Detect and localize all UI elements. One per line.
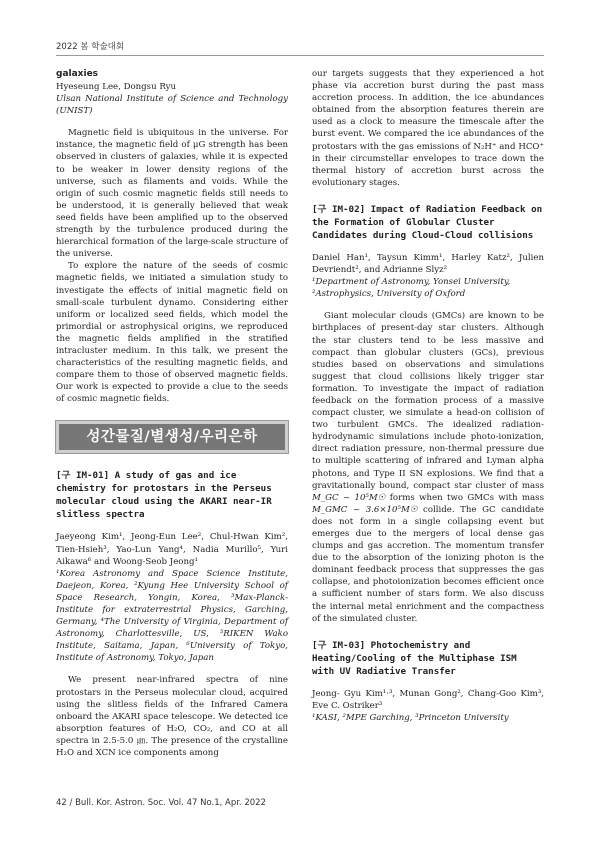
- im03-affiliation: ¹KASI, ²MPE Garching, ³Princeton University: [312, 712, 509, 723]
- im02-affiliation-1: ¹Department of Astronomy, Yonsei University,: [312, 277, 511, 288]
- im02-math-mgc: M_GC ~ 10⁵M☉: [312, 492, 386, 503]
- prev-authors: Hyeseung Lee, Dongsu Ryu: [56, 82, 177, 92]
- im02-text-b: forms when two GMCs with mass: [385, 492, 544, 503]
- header-rule: [56, 55, 544, 56]
- page-footer: 42 / Bull. Kor. Astron. Soc. Vol. 47 No.1, Apr. 2022: [56, 798, 266, 808]
- left-column: [56, 68, 288, 759]
- im01-affiliations: ¹Korea Astronomy and Space Science Institute, Daejeon, Korea, ²Kyung Hee University School of Space Research, Yongin, Korea, ³Max-Planck-Institute for extraterrestrial Physics, Garching, Germany, ⁴The University of Virginia, Department of Astronomy, Charlottesville, US, ⁵RIKEN Wako Institute, Saitama, Japan, ⁶University of Tokyo, Institute of Astronomy, Tokyo, Japan: [56, 568, 288, 664]
- im01-abstract-p1: We present near-infrared spectra of nine protostars in the Perseus molecular cloud, acquired using the slitless fields of the Infrared Camera onboard the AKARI space telescope. We detected ice absorption features of H₂O, CO₂, and CO at all spectra in 2.5-5.0 ㎛. The presence of the crystalline H₂O and XCN ice components among: [56, 675, 288, 759]
- im02-text-a: Giant molecular clouds (GMCs) are known to be birthplaces of present-day star clusters. Although the star clusters tend to be less massive and compact than globular clusters (GCs), previous studies based on observations and simulations suggest that cloud collisions likely trigger star formation. To investigate the impact of radiation feedback on the formation process of a massive compact cluster, we simulate a head-on collision of two turbulent GMCs. The idealized radiation-hydrodynamic simulations include photo-ionization, direct radiation pressure, non-thermal pressure due to multiple scattering of infrared and Lyman alpha photons, and Type II SN explosions. We find that a gravitationally bound, compact star cluster of mass: [312, 311, 544, 491]
- right-column: [312, 68, 544, 724]
- im02-abstract-p1: [312, 310, 544, 624]
- prev-title-tail: galaxies: [56, 69, 99, 79]
- im03-title: [구 IM-03] Photochemistry and Heating/Cooling of the Multiphase ISM with UV Radiative Transfer: [312, 639, 517, 677]
- prev-abstract-p2: To explore the nature of the seeds of cosmic magnetic fields, we initiated a simulation study to investigate the effects of initial magnetic field on small-scale turbulent dynamo. Considering either uniform or localized seed fields, which model the primordial or astrophysical origins, we reproduced the magnetic fields amplified in the stratified intracluster medium. In this talk, we present the characteristics of the resulting magnetic fields, and compare them to those of observed magnetic fields. Our work is expected to provide a clue to the seeds of cosmic magnetic fields.: [56, 261, 288, 405]
- running-header: 2022 봄 학술대회: [56, 42, 125, 52]
- im02-authors: Daniel Han¹, Taysun Kimm¹, Harley Katz², Julien Devriendt², and Adrianne Slyz²: [312, 252, 544, 276]
- section-banner: 성간물질/별생성/우리은하: [56, 421, 288, 453]
- im02-text-c: collide. The GC candidate does not form in a single collapsing event but emerges due to the mergers of local dense gas clumps and gas accretion. The momentum transfer due to the absorption of the ionizing photon is the dominant feedback process that suppresses the gas collapse, and photoionization becomes efficient once a sufficient number of stars form. We also discuss the internal metal enrichment and the compactness of the simulated cluster.: [312, 504, 544, 624]
- im01-authors: Jaeyeong Kim¹, Jeong-Eun Lee², Chul-Hwan Kim², Tien-Hsieh³, Yao-Lun Yang⁴, Nadia Murillo⁵, Yuri Aikawa⁶ and Woong-Seob Jeong¹: [56, 532, 288, 567]
- im01-title: [구 IM-01] A study of gas and ice chemistry for protostars in the Perseus molecular cloud using the AKARI near-IR slitless spectra: [56, 470, 272, 521]
- prev-affiliation: Ulsan National Institute of Science and Technology (UNIST): [56, 94, 288, 117]
- prev-abstract-p1: Magnetic field is ubiquitous in the universe. For instance, the magnetic field of μG strength has been observed in clusters of galaxies, while it is expected to be weaker in lower density regions of the universe, such as filaments and voids. While the origin of such cosmic magnetic fields still needs to be understood, it is generally believed that weak seed fields have been amplified up to the observed strength by the turbulence produced during the hierarchical formation of the large-scale structure of the universe.: [56, 128, 288, 260]
- im02-title: [구 IM-02] Impact of Radiation Feedback on the Formation of Globular Cluster Candidates during Cloud-Cloud collisions: [312, 203, 543, 241]
- im01-abstract-cont: our targets suggests that they experienced a hot phase via accretion burst during the past mass accretion process. In addition, the ice abundances obtained from the absorption features therein are used as a clock to measure the timescale after the burst event. We compared the ice abundances of the protostars with the gas emissions of N₂H⁺ and HCO⁺ in their circumstellar envelopes to trace down the thermal history of accretion burst across the evolutionary stages.: [312, 69, 544, 188]
- im02-affiliation-2: ²Astrophysics, University of Oxford: [312, 289, 466, 300]
- im03-authors: Jeong- Gyu Kim¹·³, Munan Gong², Chang-Goo Kim³, Eve C. Ostriker³: [312, 688, 544, 711]
- im02-math-mgmc: M_GMC ~ 3.6×10⁵M☉: [312, 504, 418, 515]
